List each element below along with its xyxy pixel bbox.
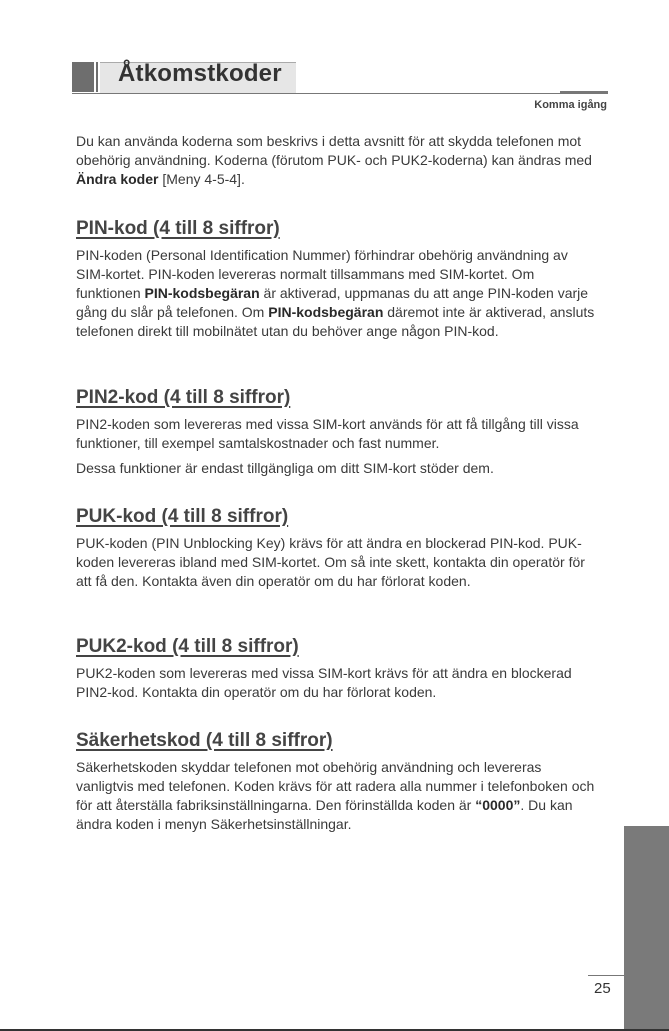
intro-section — [76, 132, 600, 195]
side-thumb-tab — [624, 826, 669, 1031]
puk2-section — [76, 636, 600, 708]
section-heading: PUK-kod (4 till 8 siffror) — [76, 506, 289, 527]
text: . Du kan ändra koden i menyn Säkerhetsinställningar. — [76, 797, 573, 832]
pin2-section — [76, 387, 600, 484]
section-paragraph — [76, 758, 600, 834]
header-divider — [72, 93, 608, 94]
page-number: 25 — [594, 980, 611, 997]
setting-name: PIN-kodsbegäran — [268, 304, 384, 320]
section-paragraph: PUK2-koden som levereras med vissa SIM-kort krävs för att ändra en blockerad PIN2-kod. Kontakta din operatör om du har förlorat koden. — [76, 665, 572, 700]
section-paragraph: PIN2-koden som levereras med vissa SIM-kort används för att få tillgång till vissa funktioner, till exempel samtalskostnader och fast nummer. — [76, 416, 579, 451]
default-code: “0000” — [475, 797, 521, 813]
page-title: Åtkomstkoder — [118, 60, 282, 87]
section-heading: PIN-kod (4 till 8 siffror) — [76, 218, 280, 239]
intro-text: Du kan använda koderna som beskrivs i detta avsnitt för att skydda telefonen mot obehörig användning. Koderna (förutom PUK- och PUK2-koderna) kan ändras med — [76, 133, 592, 168]
text: däremot inte är aktiverad, ansluts telefonen direkt till mobilnätet utan du behöver ange någon PIN-kod. — [76, 304, 595, 339]
intro-paragraph — [76, 132, 600, 189]
page-number-rule — [588, 975, 624, 976]
section-heading: PIN2-kod (4 till 8 siffror) — [76, 387, 291, 408]
section-paragraph — [76, 246, 600, 341]
menu-reference: Ändra koder — [76, 171, 159, 187]
setting-name: PIN-kodsbegäran — [144, 285, 260, 301]
chapter-label: Komma igång — [534, 99, 607, 111]
intro-text-end: [Meny 4-5-4]. — [158, 171, 245, 187]
chapter-tab-marker — [560, 91, 608, 94]
section-heading: Säkerhetskod (4 till 8 siffror) — [76, 730, 333, 751]
section-heading: PUK2-kod (4 till 8 siffror) — [76, 636, 299, 657]
text: PIN-koden (Personal Identification Nummer) förhindrar obehörig användning av SIM-kortet. PIN-koden levereras normalt tillsammans med SIM-kortet. Om funktionen — [76, 247, 568, 301]
header-marker — [72, 62, 94, 92]
section-header — [72, 58, 298, 94]
security-code-section — [76, 730, 600, 840]
puk-section — [76, 506, 600, 597]
section-paragraph: Dessa funktioner är endast tillgängliga om ditt SIM-kort stöder dem. — [76, 460, 494, 476]
pin-section — [76, 218, 600, 347]
section-paragraph: PUK-koden (PIN Unblocking Key) krävs för att ändra en blockerad PIN-kod. PUK-koden levereras ibland med SIM-kortet. Om så inte skett, kontakta din operatör för att få den. Kontakta även din operatör om du har förlorat koden. — [76, 535, 585, 589]
text: är aktiverad, uppmanas du att ange PIN-koden varje gång du slår på telefonen. Om — [76, 285, 589, 320]
text: Säkerhetskoden skyddar telefonen mot obehörig användning och levereras vanligtvis med telefonen. Koden krävs för att radera alla nummer i telefonboken och för att återställa fabriksinställningarna. Den förinställda koden är — [76, 759, 595, 813]
